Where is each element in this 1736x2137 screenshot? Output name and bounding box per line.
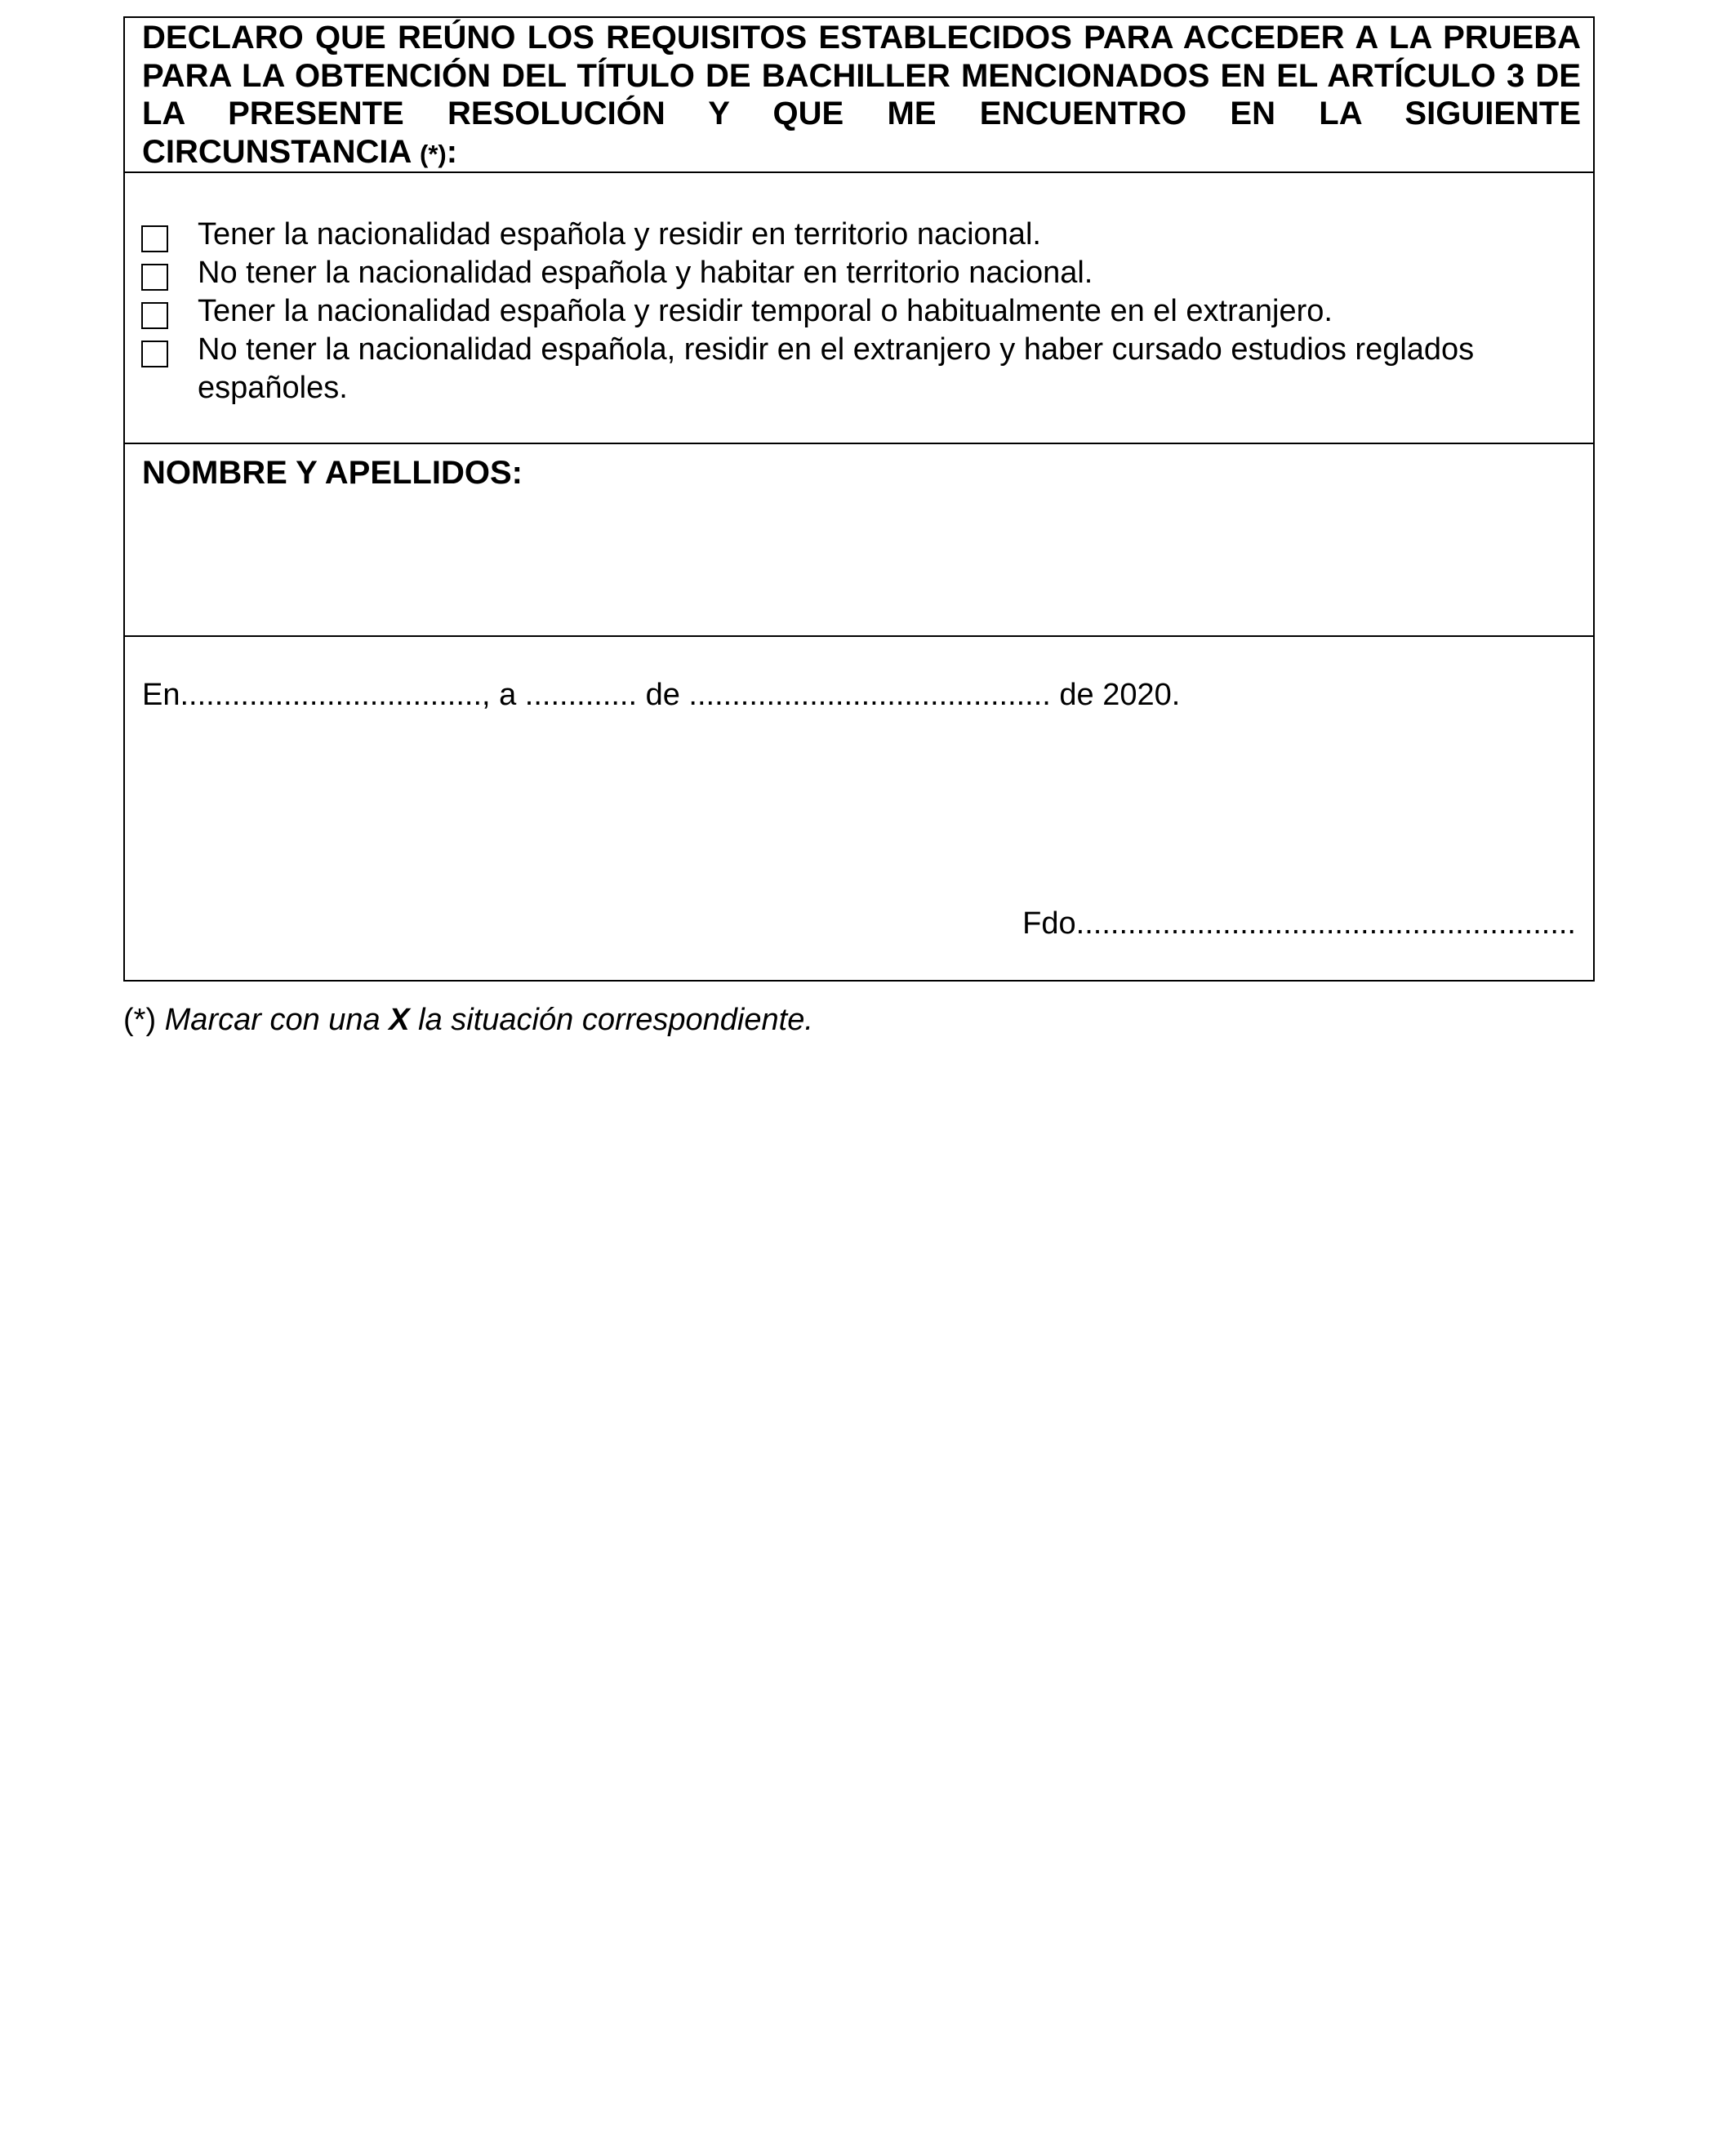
name-label: NOMBRE Y APELLIDOS: bbox=[142, 455, 523, 491]
declaration-section bbox=[125, 18, 1593, 173]
declaration-line-3: ARTÍCULO 3 DE LA PRESENTE RESOLUCIÓN Y QUE ME ENCUENTRO EN LA SIGUIENTE bbox=[142, 57, 1581, 131]
option-4-label: No tener la nacionalidad española, residir en el extranjero y haber cursado estudios reglados españoles. bbox=[198, 332, 1475, 405]
declaration-line-1: DECLARO QUE REÚNO LOS REQUISITOS ESTABLECIDOS PARA ACCEDER A LA bbox=[142, 20, 1431, 56]
option-1-label: Tener la nacionalidad española y residir en territorio nacional. bbox=[198, 217, 1041, 252]
circumstance-options bbox=[125, 216, 1586, 407]
option-national-abroad bbox=[125, 292, 1586, 331]
footnote-marker: (*) bbox=[420, 139, 447, 168]
option-residing-national bbox=[125, 216, 1586, 254]
footnote-mark: X bbox=[389, 1003, 410, 1037]
option-non-national-residing bbox=[125, 254, 1586, 292]
option-non-national-abroad-studies bbox=[125, 331, 1586, 407]
footnote-text-after: la situación correspondiente. bbox=[409, 1003, 813, 1037]
option-3-checkbox[interactable] bbox=[141, 302, 168, 329]
declaration-line-4: CIRCUNSTANCIA bbox=[142, 133, 411, 170]
place-date-section bbox=[125, 637, 1593, 980]
declaration-colon: : bbox=[446, 133, 458, 170]
name-section[interactable] bbox=[125, 444, 1593, 637]
place-date-line[interactable]: En..................................., a ............. de .......................................... de 2020. bbox=[142, 678, 1181, 712]
declaration-line-2: PRUEBA PARA LA OBTENCIÓN DEL TÍTULO DE BACHILLER MENCIONADOS EN EL bbox=[142, 20, 1581, 94]
footnote-text-before: Marcar con una bbox=[164, 1003, 389, 1037]
footnote bbox=[123, 1001, 813, 1039]
option-1-checkbox[interactable] bbox=[141, 225, 168, 252]
option-3-label: Tener la nacionalidad española y residir temporal o habitualmente en el extranjero. bbox=[198, 294, 1333, 328]
declaration-text bbox=[142, 19, 1581, 173]
circumstances-section bbox=[125, 173, 1593, 444]
option-2-label: No tener la nacionalidad española y habitar en territorio nacional. bbox=[198, 256, 1093, 290]
declaration-last-line bbox=[142, 133, 1581, 174]
option-2-checkbox[interactable] bbox=[141, 264, 168, 291]
option-4-checkbox[interactable] bbox=[141, 341, 168, 367]
footnote-prefix: (*) bbox=[123, 1003, 165, 1037]
signature-line[interactable]: Fdo.......................................................... bbox=[1022, 906, 1576, 941]
declaration-form bbox=[123, 16, 1595, 982]
